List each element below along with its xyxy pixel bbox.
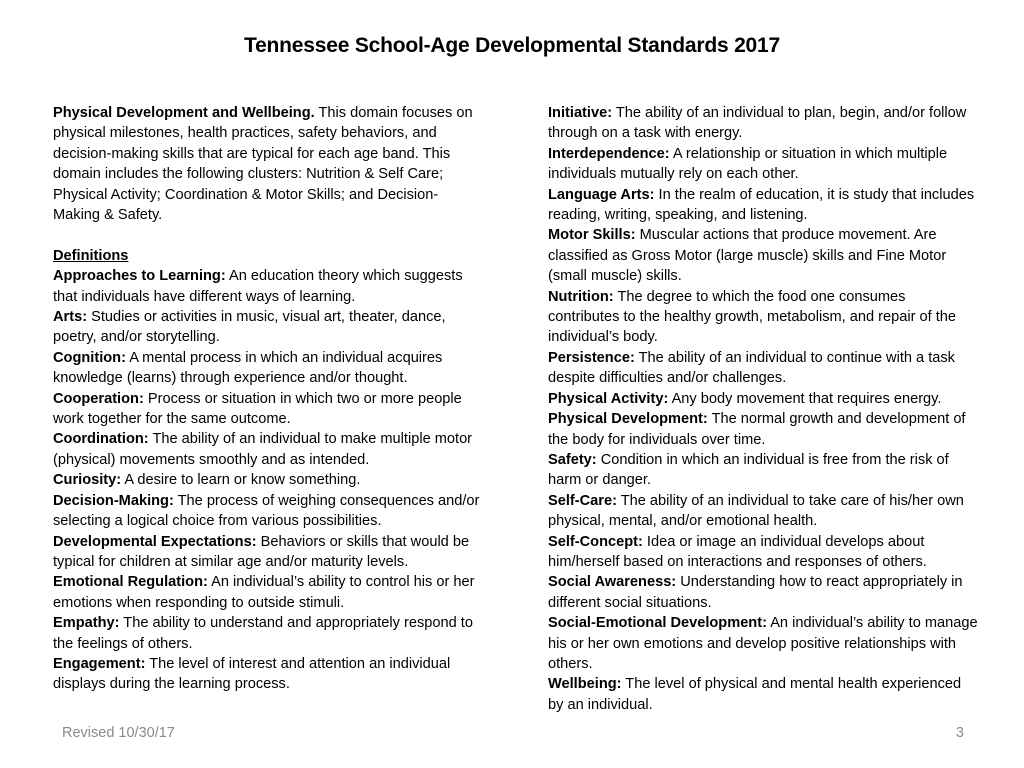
definition-term: Empathy:: [53, 615, 120, 632]
definition-term: Self-Care:: [548, 492, 617, 509]
definition-text: An individual’s ability to control his or her emotions when responding to outside stimuli.: [53, 574, 475, 611]
definition-item: [548, 287, 978, 348]
definition-term: Social Awareness:: [548, 574, 677, 591]
definition-text: The ability of an individual to make multiple motor (physical) movements smoothly and as intended.: [53, 431, 473, 468]
right-definitions-list: [548, 103, 978, 715]
definition-term: Approaches to Learning:: [53, 268, 226, 285]
definition-item: [53, 307, 483, 348]
definition-item: [548, 103, 978, 144]
definition-text: The normal growth and development of the body for individuals over time.: [548, 411, 966, 448]
definition-term: Wellbeing:: [548, 676, 622, 693]
left-definitions-list: [53, 266, 483, 695]
definition-text: A desire to learn or know something.: [121, 472, 361, 489]
definition-item: [548, 348, 978, 389]
definition-term: Interdependence:: [548, 145, 670, 162]
definition-item: [53, 572, 483, 613]
definition-term: Developmental Expectations:: [53, 533, 257, 550]
definition-term: Coordination:: [53, 431, 149, 448]
definition-item: [548, 532, 978, 573]
definition-text: Process or situation in which two or more people work together for the same outcome.: [53, 390, 462, 428]
definition-term: Cognition:: [53, 349, 126, 366]
definition-text: The ability of an individual to take care of his/her own physical, mental, and/or emotional health.: [548, 492, 964, 530]
definition-item: [53, 654, 483, 695]
definition-item: [53, 266, 483, 307]
definition-text: The ability to understand and appropriately respond to the feelings of others.: [53, 615, 473, 652]
definition-item: [548, 572, 978, 613]
definitions-heading: Definitions: [53, 247, 129, 264]
definition-text: Condition in which an individual is free from the risk of harm or danger.: [548, 451, 949, 489]
definition-item: [53, 389, 483, 430]
definition-term: Emotional Regulation:: [53, 574, 208, 591]
definition-text: A relationship or situation in which multiple individuals mutually rely on each other.: [548, 145, 948, 183]
definition-text: The ability of an individual to plan, begin, and/or follow through on a task with energy.: [548, 105, 967, 142]
right-column: [548, 103, 978, 715]
definition-term: Decision-Making:: [53, 492, 174, 509]
definition-item: [548, 491, 978, 532]
definition-item: [53, 532, 483, 573]
definition-text: The level of interest and attention an individual displays during the learning process.: [53, 655, 451, 693]
definition-term: Nutrition:: [548, 288, 614, 305]
definition-text: Idea or image an individual develops about him/herself based on interactions and responses of others.: [548, 533, 927, 570]
definition-item: [548, 225, 978, 286]
definition-term: Social-Emotional Development:: [548, 615, 767, 632]
left-column: [53, 103, 483, 695]
definition-text: The level of physical and mental health experienced by an individual.: [548, 676, 962, 713]
definition-term: Persistence:: [548, 349, 635, 366]
definition-text: Muscular actions that produce movement. Are classified as Gross Motor (large muscle) skills and Fine Motor (small muscle) skills.: [548, 227, 947, 285]
intro-term: Physical Development and Wellbeing.: [53, 105, 315, 121]
definition-item: [53, 613, 483, 654]
definition-item: [548, 613, 978, 674]
definition-item: [548, 409, 978, 450]
definition-text: The process of weighing consequences and/or selecting a logical choice from various possibilities.: [53, 492, 480, 530]
definition-term: Initiative:: [548, 105, 613, 121]
intro-text: This domain focuses on physical milestones, health practices, safety behaviors, and decision-making skills that are typical for each age band. This domain includes the following clusters: Nutrition & Self Care; Physical Activity; Coordination & Motor Skills; and Decision-Making & Safety.: [53, 105, 473, 224]
definition-item: [548, 450, 978, 491]
definition-text: Behaviors or skills that would be typical for children at similar age and/or maturity levels.: [53, 533, 470, 570]
definition-item: [53, 348, 483, 389]
definition-term: Physical Activity:: [548, 390, 669, 407]
definition-item: [548, 144, 978, 185]
revised-date: Revised 10/30/17: [62, 725, 175, 741]
definition-term: Engagement:: [53, 655, 146, 672]
page-title: Tennessee School-Age Developmental Standards 2017: [244, 34, 780, 57]
definition-item: [548, 389, 978, 409]
spacer: [53, 225, 483, 245]
page-number: 3: [955, 725, 964, 741]
definition-item: [53, 491, 483, 532]
definition-text: An individual’s ability to manage his or her own emotions and develop positive relationships with others.: [548, 615, 978, 672]
definition-text: In the realm of education, it is study that includes reading, writing, speaking, and listening.: [548, 186, 975, 224]
definition-text: The degree to which the food one consumes contributes to the healthy growth, metabolism, and repair of the individual’s body.: [548, 288, 957, 346]
definition-item: [548, 185, 978, 226]
definition-term: Safety:: [548, 451, 597, 468]
definition-term: Physical Development:: [548, 411, 708, 428]
definition-text: Understanding how to react appropriately in different social situations.: [548, 574, 963, 611]
definition-item: [53, 470, 483, 490]
definition-text: Studies or activities in music, visual art, theater, dance, poetry, and/or storytelling.: [53, 309, 446, 346]
definition-item: [53, 429, 483, 470]
definition-text: An education theory which suggests that individuals have different ways of learning.: [53, 268, 463, 305]
definition-term: Self-Concept:: [548, 533, 643, 550]
definition-term: Cooperation:: [53, 390, 144, 407]
definition-text: A mental process in which an individual acquires knowledge (learns) through experience and/or thought.: [53, 349, 443, 387]
definition-term: Curiosity:: [53, 472, 122, 489]
definition-text: Any body movement that requires energy.: [668, 390, 942, 407]
definition-term: Language Arts:: [548, 186, 655, 203]
intro-paragraph: [53, 103, 483, 225]
definition-item: [548, 674, 978, 715]
definition-text: The ability of an individual to continue with a task despite difficulties and/or challenges.: [548, 349, 955, 387]
definition-term: Arts:: [53, 309, 88, 326]
definition-term: Motor Skills:: [548, 227, 636, 244]
